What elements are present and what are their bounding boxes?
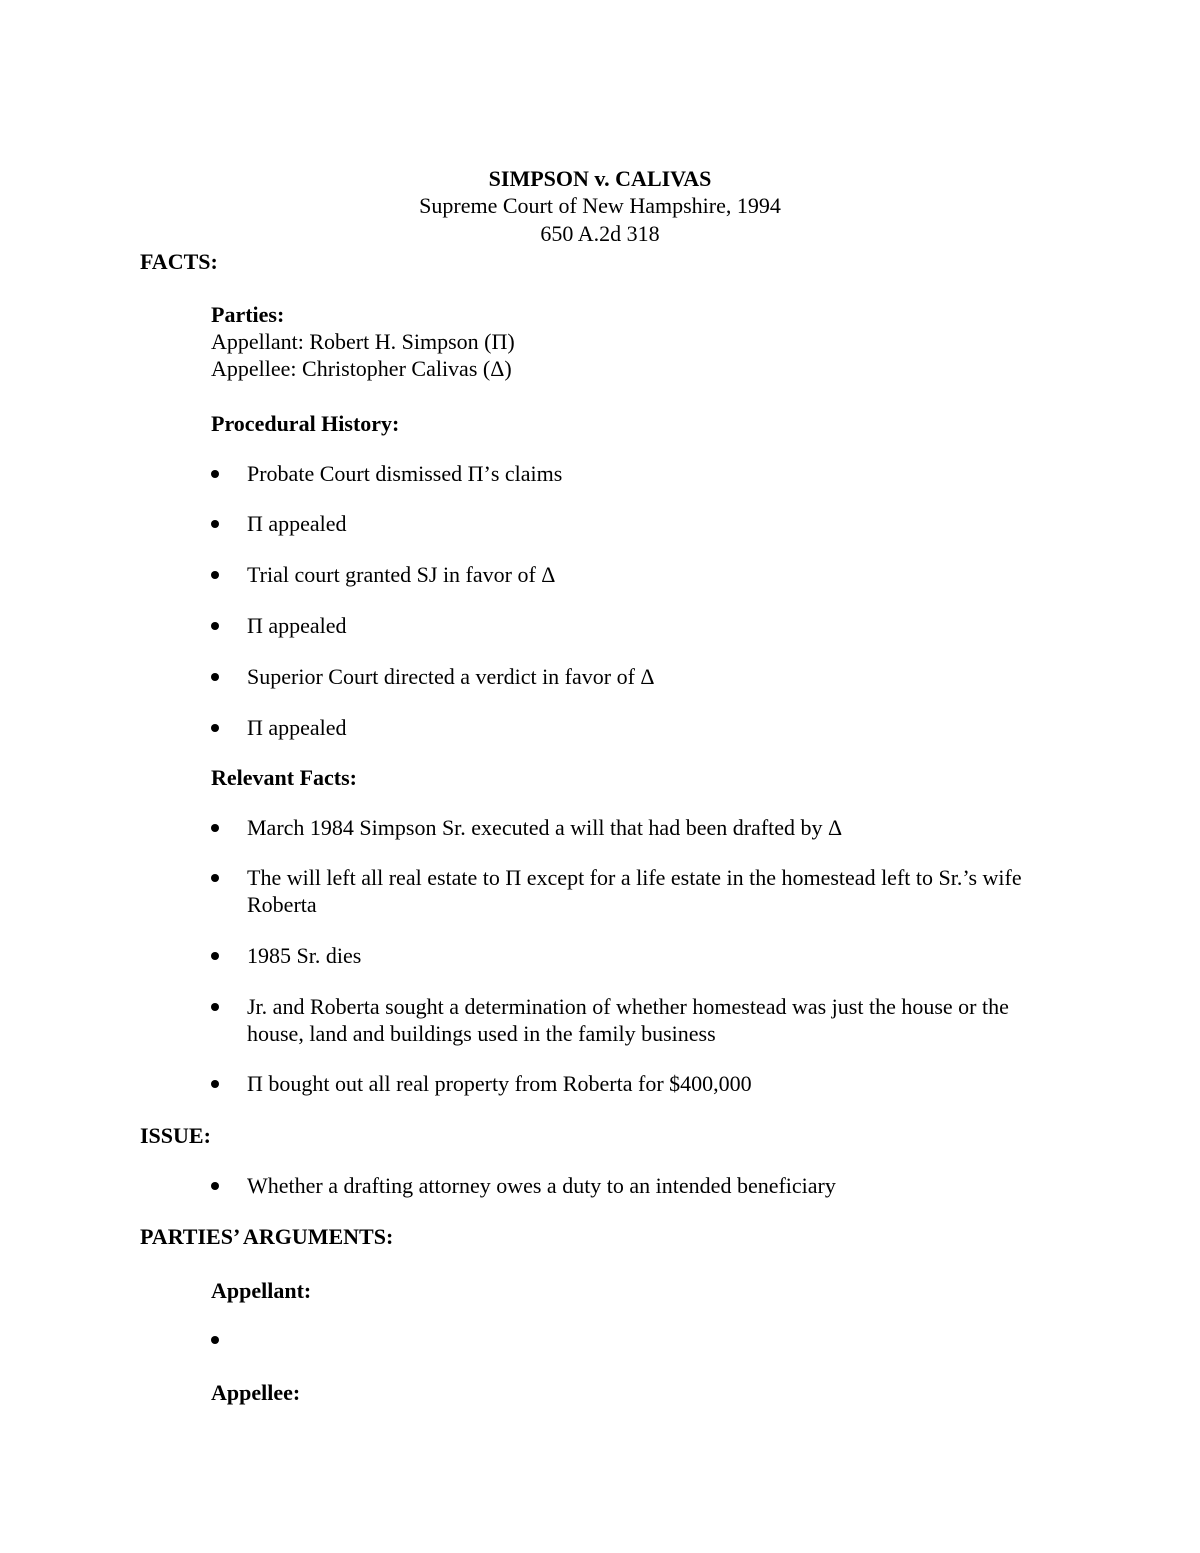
bullet-icon (211, 874, 219, 882)
list-item-text: Π appealed (247, 715, 347, 740)
list-item-text: Trial court granted SJ in favor of Δ (247, 562, 556, 587)
case-title: SIMPSON v. CALIVAS (488, 166, 712, 191)
bullet-icon (211, 724, 219, 732)
facts-heading: FACTS: (140, 249, 218, 274)
bullet-icon (211, 1182, 219, 1190)
bullet-icon (211, 1080, 219, 1088)
appellant-line: Appellant: Robert H. Simpson (Π) (211, 329, 515, 354)
bullet-icon (211, 824, 219, 832)
appellee-argument-heading: Appellee: (211, 1380, 301, 1405)
bullet-icon (211, 673, 219, 681)
list-item-text: Jr. and Roberta sought a determination of whether homestead was just the house or the house, land and buildings used in the family business (247, 994, 1009, 1046)
list-item-text: Whether a drafting attorney owes a duty to an intended beneficiary (247, 1173, 836, 1198)
relevant-facts-heading: Relevant Facts: (211, 765, 358, 790)
court-name: Supreme Court of New Hampshire, 1994 (419, 193, 781, 218)
appellee-line: Appellee: Christopher Calivas (Δ) (211, 356, 512, 381)
citation: 650 A.2d 318 (540, 221, 660, 246)
list-item-text: Π appealed (247, 613, 347, 638)
list-item-text: Probate Court dismissed Π’s claims (247, 461, 563, 486)
parties-heading: Parties: (211, 302, 285, 327)
procedural-history-heading: Procedural History: (211, 411, 400, 436)
list-item-text: Superior Court directed a verdict in favor of Δ (247, 664, 655, 689)
issue-heading: ISSUE: (140, 1123, 211, 1148)
bullet-icon (211, 1003, 219, 1011)
list-item-text: Π appealed (247, 511, 347, 536)
appellant-argument-heading: Appellant: (211, 1278, 312, 1303)
arguments-heading: PARTIES’ ARGUMENTS: (140, 1224, 394, 1249)
list-item-text: Π bought out all real property from Roberta for $400,000 (247, 1071, 752, 1096)
bullet-icon (211, 571, 219, 579)
bullet-icon (211, 1336, 219, 1344)
bullet-icon (211, 952, 219, 960)
bullet-icon (211, 622, 219, 630)
list-item-text: March 1984 Simpson Sr. executed a will that had been drafted by Δ (247, 815, 843, 840)
list-item-text: The will left all real estate to Π except for a life estate in the homestead left to Sr.’s wife Roberta (247, 865, 1022, 917)
list-item-text: 1985 Sr. dies (247, 943, 362, 968)
bullet-icon (211, 520, 219, 528)
bullet-icon (211, 470, 219, 478)
